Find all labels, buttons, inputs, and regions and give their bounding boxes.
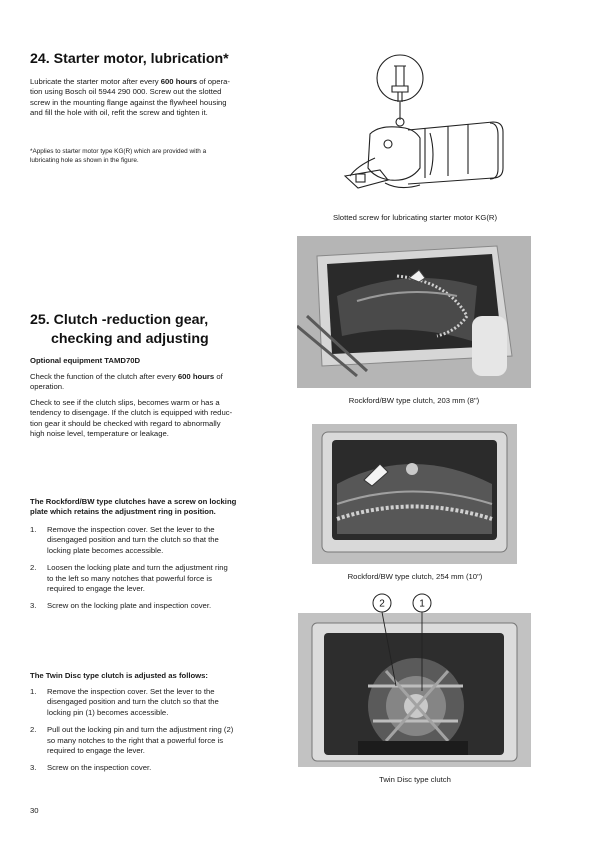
photo-rockford-254 <box>312 424 517 564</box>
rockford-254-image <box>312 424 517 564</box>
para-line: tendency to disengage. If the clutch is equipped with reduc- <box>30 408 233 418</box>
para-line: tion gear it should be checked with regard to abnormally <box>30 418 221 428</box>
caption-twindisc: Twin Disc type clutch <box>379 775 451 784</box>
step-line: so many notches to the right that a powerful force is <box>47 735 224 745</box>
starter-motor-drawing <box>330 48 520 208</box>
twindisc-steps <box>30 687 298 781</box>
para-line: high noise level, temperature or leakage. <box>30 429 169 439</box>
step-line: Remove the inspection cover. Set the lever to the <box>47 687 215 696</box>
step-line: Loosen the locking plate and turn the adjustment ring <box>47 563 228 573</box>
step-line: required to engage the lever. <box>47 584 145 594</box>
rockford-203-image <box>297 236 531 388</box>
para-line: screw in the mounting flange against the flywheel housing <box>30 97 227 107</box>
heading-line: plate which retains the adjustment ring in position. <box>30 507 216 517</box>
step-line: Screw on the locking plate and inspection cover. <box>47 601 212 611</box>
section-25-subtitle: checking and adjusting <box>51 331 209 347</box>
starter-motor-figure <box>330 48 520 208</box>
optional-equipment-label: Optional equipment TAMD70D <box>30 356 141 365</box>
step-number: 1. <box>30 687 37 696</box>
para-bold-hours: 600 hours <box>160 77 198 86</box>
para-line: Check to see if the clutch slips, becomes warm or has a <box>30 398 220 407</box>
heading-line: The Rockford/BW type clutches have a screw on locking <box>30 497 237 506</box>
para-line: operation. <box>30 382 65 392</box>
step-line: to the left so many notches that powerful force is <box>47 573 212 583</box>
list-item <box>30 563 298 594</box>
para-text: of opera- <box>197 77 230 86</box>
list-item <box>30 601 298 611</box>
section-24-title: 24. Starter motor, lubrication* <box>30 51 229 67</box>
step-line: disengaged position and turn the clutch so that the <box>47 535 219 545</box>
step-number: 2. <box>30 725 37 735</box>
footnote-line: *Applies to starter motor type KG(R) which are provided with a <box>30 148 207 155</box>
step-line: locking plate becomes accessible. <box>47 545 164 555</box>
para-line: and fill the hole with oil, refit the screw and tighten it. <box>30 108 208 118</box>
step-line: Pull out the locking pin and turn the adjustment ring (2) <box>47 725 234 735</box>
twindisc-heading: The Twin Disc type clutch is adjusted as follows: <box>30 671 208 680</box>
page-number: 30 <box>30 806 39 815</box>
section-24-paragraph <box>30 77 295 119</box>
rockford-steps <box>30 525 298 619</box>
photo-rockford-203 <box>297 236 531 388</box>
twindisc-image <box>298 591 531 767</box>
para-text: Check the function of the clutch after every <box>30 372 178 381</box>
section-24-footnote <box>30 148 290 166</box>
list-item <box>30 687 298 718</box>
callout-1-label: 1 <box>419 598 425 610</box>
step-number: 3. <box>30 763 37 773</box>
list-item <box>30 725 298 756</box>
para-text: of <box>214 372 223 381</box>
para-line: tion using Bosch oil 5944 290 000. Screw out the slotted <box>30 87 222 97</box>
check-paragraph <box>30 372 295 393</box>
para-bold-hours: 600 hours <box>177 372 215 381</box>
rockford-heading <box>30 497 295 518</box>
footnote-line: lubricating hole as shown in the figure. <box>30 156 139 164</box>
caption-starter-motor: Slotted screw for lubricating starter motor KG(R) <box>332 213 498 222</box>
caption-rockford-203: Rockford/BW type clutch, 203 mm (8") <box>348 396 480 405</box>
step-line: required to engage the lever. <box>47 746 145 756</box>
list-item <box>30 525 298 556</box>
caption-rockford-254: Rockford/BW type clutch, 254 mm (10") <box>347 572 483 581</box>
photo-twindisc <box>298 591 531 767</box>
section-25-title: 25. Clutch -reduction gear, <box>30 312 209 328</box>
step-number: 2. <box>30 563 37 573</box>
callout-2-label: 2 <box>379 598 385 610</box>
slip-paragraph <box>30 398 295 440</box>
list-item <box>30 763 298 773</box>
step-number: 1. <box>30 525 37 534</box>
step-number: 3. <box>30 601 37 611</box>
step-line: Remove the inspection cover. Set the lever to the <box>47 525 215 534</box>
step-line: disengaged position and turn the clutch so that the <box>47 697 219 707</box>
step-line: Screw on the inspection cover. <box>47 763 152 773</box>
step-line: locking pin (1) becomes accessible. <box>47 707 169 717</box>
para-text: Lubricate the starter motor after every <box>30 77 161 86</box>
